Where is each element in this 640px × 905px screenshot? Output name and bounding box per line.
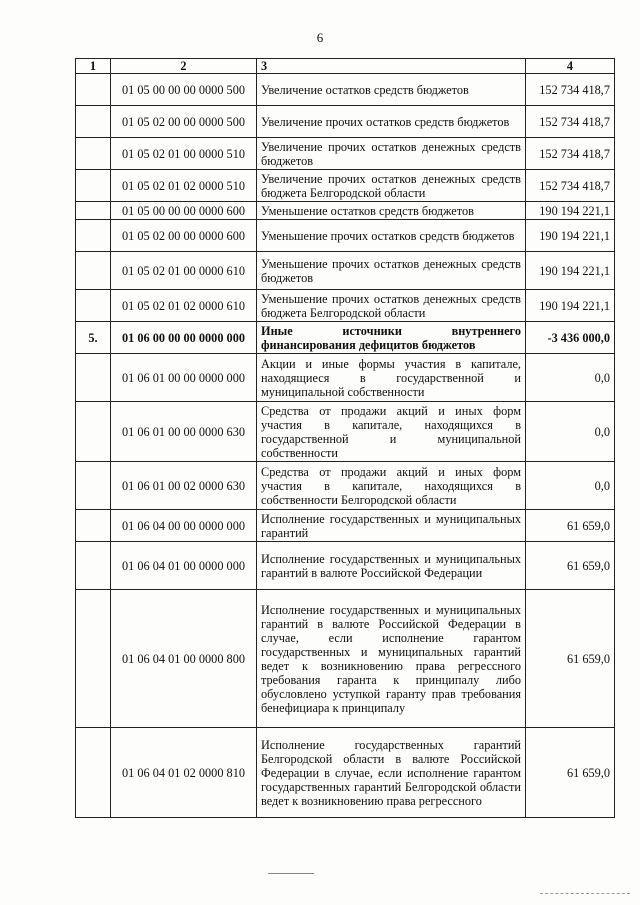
- table-row: [76, 354, 615, 402]
- row-number-cell: [76, 402, 111, 462]
- budget-code-cell: 01 06 04 00 00 0000 000: [111, 510, 257, 542]
- amount-cell: 152 734 418,7: [526, 106, 615, 138]
- table-row: [76, 402, 615, 462]
- budget-code-cell: 01 05 02 00 00 0000 600: [111, 220, 257, 252]
- table-row: [76, 202, 615, 220]
- table-row: [76, 728, 615, 818]
- amount-cell: 152 734 418,7: [526, 170, 615, 202]
- source-name-cell: Исполнение государственных и муниципальных гарантий в валюте Российской Федерации в случае, если исполнение гарантом государственных и муниципальных гарантий ведет к возникновению права регрессного требования гаранта к принципалу либо обусловлено уступкой гаранту прав требования бенефициара к принципалу: [257, 590, 526, 728]
- header-col-2: 2: [111, 59, 257, 74]
- amount-cell: 152 734 418,7: [526, 138, 615, 170]
- budget-code-cell: 01 05 02 01 00 0000 610: [111, 252, 257, 290]
- table-row: [76, 542, 615, 590]
- amount-cell: 190 194 221,1: [526, 220, 615, 252]
- row-number-cell: [76, 510, 111, 542]
- table-row: [76, 510, 615, 542]
- table-row: [76, 590, 615, 728]
- row-number-cell: [76, 290, 111, 322]
- row-number-cell: [76, 354, 111, 402]
- amount-cell: 61 659,0: [526, 590, 615, 728]
- source-name-cell: Иные источники внутреннего финансирования дефицитов бюджетов: [257, 322, 526, 354]
- source-name-cell: Исполнение государственных и муниципальных гарантий в валюте Российской Федерации: [257, 542, 526, 590]
- amount-cell: 0,0: [526, 462, 615, 510]
- table-row: [76, 322, 615, 354]
- budget-code-cell: 01 05 02 01 02 0000 510: [111, 170, 257, 202]
- amount-cell: 190 194 221,1: [526, 290, 615, 322]
- source-name-cell: Средства от продажи акций и иных форм участия в капитале, находящихся в государственной и муниципальной собственности: [257, 402, 526, 462]
- amount-cell: 61 659,0: [526, 510, 615, 542]
- budget-code-cell: 01 06 01 00 00 0000 000: [111, 354, 257, 402]
- budget-code-cell: 01 05 02 01 02 0000 610: [111, 290, 257, 322]
- header-col-1: 1: [76, 59, 111, 74]
- row-number-cell: [76, 170, 111, 202]
- source-name-cell: Исполнение государственных и муниципальных гарантий: [257, 510, 526, 542]
- row-number-cell: [76, 590, 111, 728]
- row-number-cell: [76, 220, 111, 252]
- source-name-cell: Увеличение остатков средств бюджетов: [257, 74, 526, 106]
- amount-cell: 152 734 418,7: [526, 74, 615, 106]
- amount-cell: 0,0: [526, 402, 615, 462]
- amount-cell: 190 194 221,1: [526, 252, 615, 290]
- table-row: [76, 170, 615, 202]
- budget-code-cell: 01 05 00 00 00 0000 500: [111, 74, 257, 106]
- table-body: [76, 74, 615, 818]
- budget-code-cell: 01 06 00 00 00 0000 000: [111, 322, 257, 354]
- budget-code-cell: 01 06 04 01 00 0000 800: [111, 590, 257, 728]
- row-number-cell: [76, 728, 111, 818]
- budget-code-cell: 01 06 01 00 02 0000 630: [111, 462, 257, 510]
- source-name-cell: Акции и иные формы участия в капитале, находящиеся в государственной и муниципальной собственности: [257, 354, 526, 402]
- amount-cell: 61 659,0: [526, 542, 615, 590]
- row-number-cell: [76, 202, 111, 220]
- row-number-cell: [76, 462, 111, 510]
- budget-code-cell: 01 05 00 00 00 0000 600: [111, 202, 257, 220]
- budget-code-cell: 01 06 01 00 00 0000 630: [111, 402, 257, 462]
- amount-cell: 0,0: [526, 354, 615, 402]
- table-header-row: [76, 59, 615, 74]
- header-col-3: 3: [257, 59, 526, 74]
- source-name-cell: Увеличение прочих остатков средств бюджетов: [257, 106, 526, 138]
- table-row: [76, 138, 615, 170]
- bottom-line-mark: [268, 873, 314, 874]
- source-name-cell: Средства от продажи акций и иных форм участия в капитале, находящихся в собственности Белгородской области: [257, 462, 526, 510]
- source-name-cell: Увеличение прочих остатков денежных средств бюджетов: [257, 138, 526, 170]
- table-row: [76, 220, 615, 252]
- table-row: [76, 462, 615, 510]
- budget-code-cell: 01 05 02 00 00 0000 500: [111, 106, 257, 138]
- amount-cell: 61 659,0: [526, 728, 615, 818]
- table-row: [76, 290, 615, 322]
- source-name-cell: Уменьшение прочих остатков денежных средств бюджетов: [257, 252, 526, 290]
- source-name-cell: Уменьшение прочих остатков средств бюджетов: [257, 220, 526, 252]
- row-number-cell: [76, 542, 111, 590]
- row-number-cell: [76, 252, 111, 290]
- page-number: 6: [316, 30, 324, 45]
- row-number-cell: [76, 138, 111, 170]
- table-row: [76, 74, 615, 106]
- budget-code-cell: 01 05 02 01 00 0000 510: [111, 138, 257, 170]
- row-number-cell: 5.: [76, 322, 111, 354]
- budget-sources-table: [75, 58, 615, 818]
- table-row: [76, 106, 615, 138]
- row-number-cell: [76, 106, 111, 138]
- source-name-cell: Исполнение государственных гарантий Белгородской области в валюте Российской Федерации в случае, если исполнение гарантом государственных гарантий Белгородской области ведет к возникновению права регрессного: [257, 728, 526, 818]
- amount-cell: 190 194 221,1: [526, 202, 615, 220]
- source-name-cell: Увеличение прочих остатков денежных средств бюджета Белгородской области: [257, 170, 526, 202]
- source-name-cell: Уменьшение остатков средств бюджетов: [257, 202, 526, 220]
- source-name-cell: Уменьшение прочих остатков денежных средств бюджета Белгородской области: [257, 290, 526, 322]
- budget-code-cell: 01 06 04 01 02 0000 810: [111, 728, 257, 818]
- row-number-cell: [76, 74, 111, 106]
- amount-cell: -3 436 000,0: [526, 322, 615, 354]
- table-row: [76, 252, 615, 290]
- corner-dash-mark: [540, 893, 630, 895]
- header-col-4: 4: [526, 59, 615, 74]
- budget-code-cell: 01 06 04 01 00 0000 000: [111, 542, 257, 590]
